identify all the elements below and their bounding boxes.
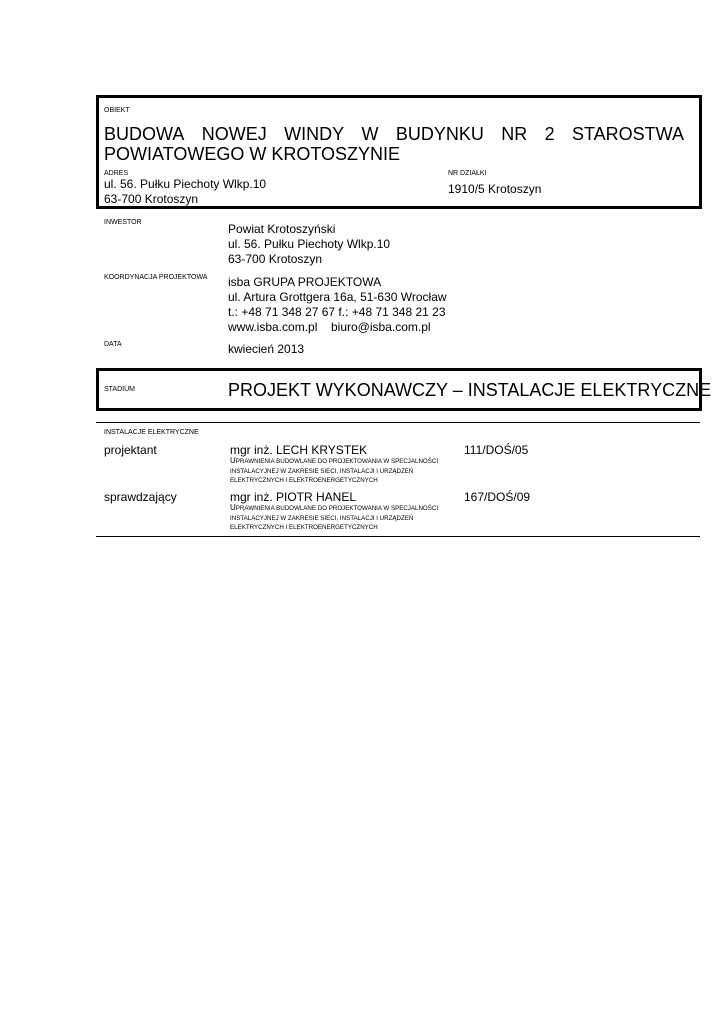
instalacje-label: INSTALACJE ELEKTRYCZNE (104, 429, 199, 436)
dzialka-value: 1910/5 Krotoszyn (448, 182, 542, 196)
section-divider-top (96, 422, 700, 423)
title-word: STAROSTWA (572, 124, 684, 144)
inwestor-line3: 63-700 Krotoszyn (228, 252, 323, 266)
koordynacja-www: www.isba.com.pl (228, 320, 318, 334)
data-value: kwiecień 2013 (228, 342, 305, 356)
project-title-line1 (104, 124, 684, 144)
title-word: 2 (544, 124, 555, 144)
inwestor-line2: ul. 56. Pułku Piechoty Wlkp.10 (228, 237, 391, 251)
title-word: WINDY (284, 124, 345, 144)
section-divider-bottom (96, 536, 700, 537)
adres-line1: ul. 56. Pułku Piechoty Wlkp.10 (104, 177, 267, 191)
adres-line2: 63-700 Krotoszyn (104, 192, 199, 206)
title-word: BUDYNKU (395, 124, 484, 144)
koordynacja-line2: ul. Artura Grottgera 16a, 51-630 Wrocław (228, 290, 447, 304)
row-number-projektant: 111/DOŚ/05 (464, 443, 529, 457)
dzialka-label: NR DZIAŁKI (448, 170, 487, 177)
title-word: BUDOWA (104, 124, 185, 144)
stadium-label: STADIUM (104, 386, 135, 393)
inwestor-line1: Powiat Krotoszyński (228, 222, 336, 236)
row-name-projektant: mgr inż. LECH KRYSTEK (230, 443, 368, 457)
koordynacja-line1: isba GRUPA PROJEKTOWA (228, 275, 382, 289)
title-word: NR (501, 124, 528, 144)
stadium-value: PROJEKT WYKONAWCZY – INSTALACJE ELEKTRYCZNE (228, 380, 712, 400)
title-word: W (361, 124, 379, 144)
row-name-sprawdzajacy: mgr inż. PIOTR HANEL (230, 490, 357, 504)
koordynacja-email: biuro@isba.com.pl (331, 320, 431, 334)
row-number-sprawdzajacy: 167/DOŚ/09 (464, 490, 531, 504)
row-qualification-sprawdzajacy: UPRAWNIENIA BUDOWLANE DO PROJEKTOWANIA W SPECJALNOŚCI INSTALACYJNEJ W ZAKRESIE SIECI, INSTALACJI I URZĄDZEŃ ELEKTRYCZNYCH I ELEKTROENERGETYCZNYCH (230, 503, 439, 531)
obiekt-label: OBIEKT (104, 107, 130, 114)
row-role-sprawdzajacy: sprawdzający (104, 490, 177, 504)
inwestor-label: INWESTOR (104, 219, 142, 226)
row-role-projektant: projektant (104, 443, 157, 457)
project-title-line2: POWIATOWEGO W KROTOSZYNIE (104, 144, 401, 164)
data-label: DATA (104, 341, 122, 348)
adres-label: ADRES (104, 170, 129, 177)
row-qualification-projektant: UPRAWNIENIA BUDOWLANE DO PROJEKTOWANIA W SPECJALNOŚCI INSTALACYJNEJ W ZAKRESIE SIECI, INSTALACJI I URZĄDZEŃ ELEKTRYCZNYCH I ELEKTROENERGETYCZNYCH (230, 456, 439, 484)
title-word: NOWEJ (201, 124, 267, 144)
koordynacja-line3: t.: +48 71 348 27 67 f.: +48 71 348 21 23 (228, 305, 446, 319)
koordynacja-label: KOORDYNACJA PROJEKTOWA (104, 274, 208, 281)
